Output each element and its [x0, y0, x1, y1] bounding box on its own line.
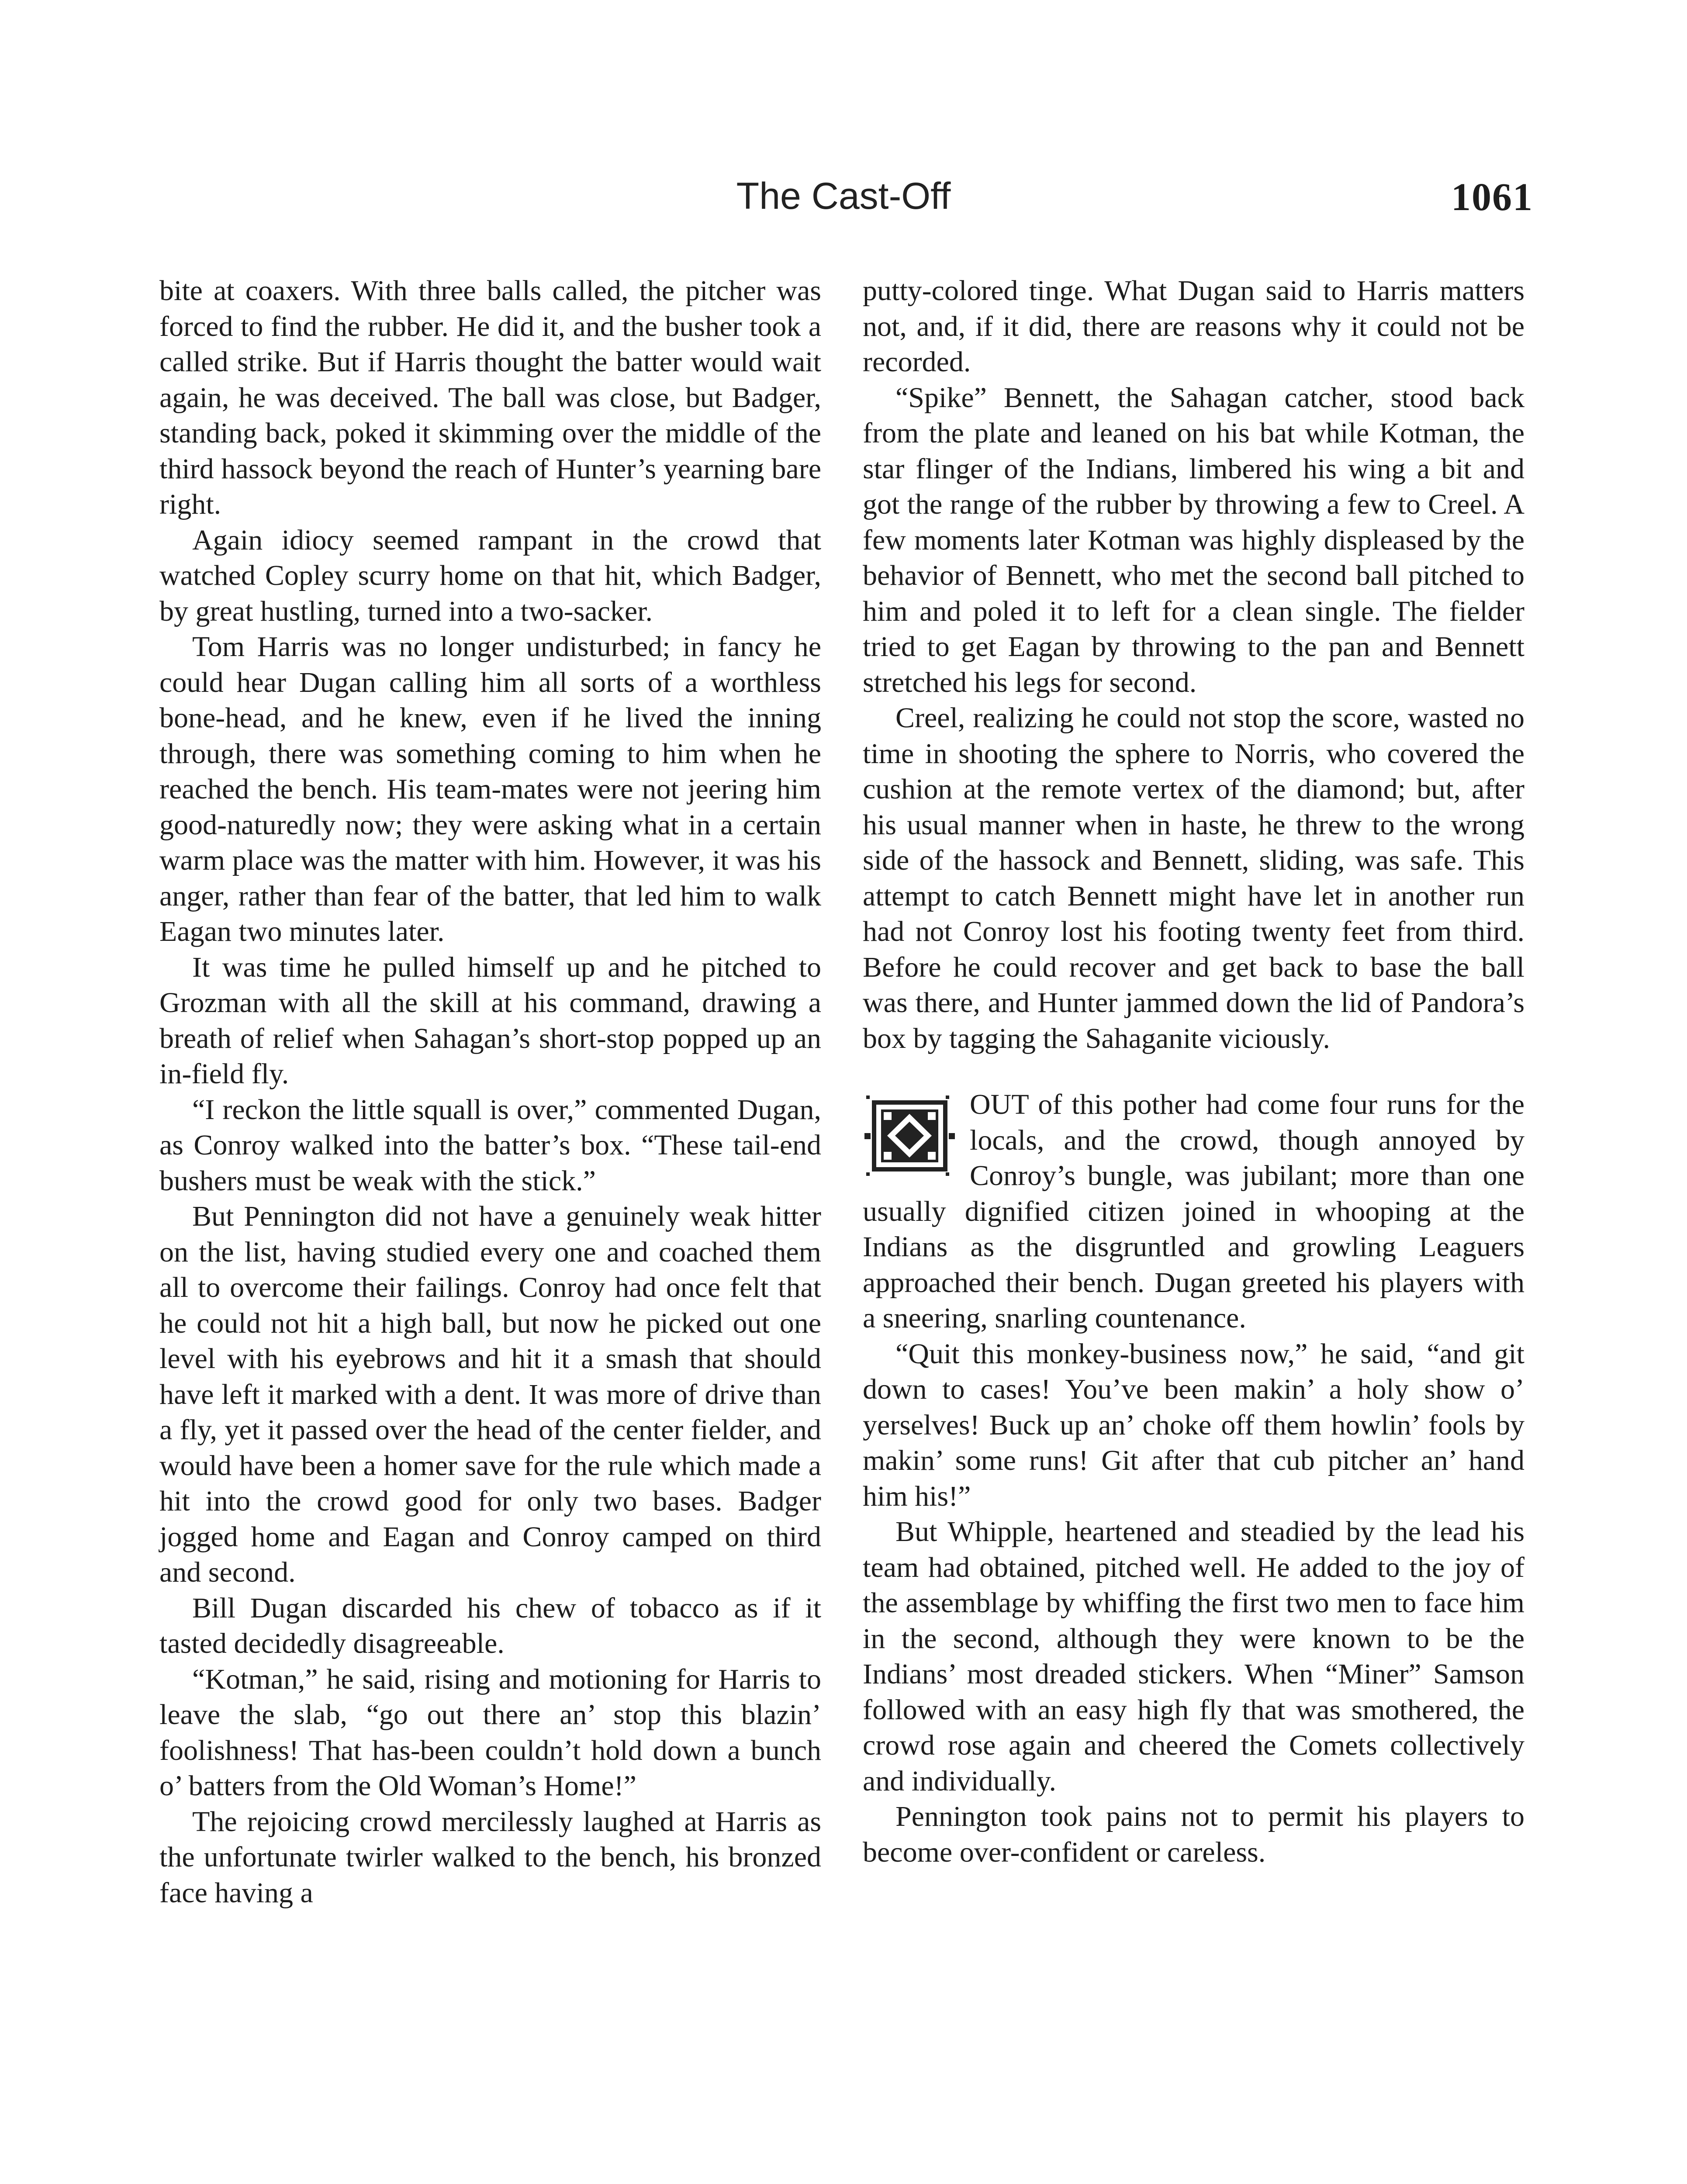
paragraph: Pennington took pains not to permit his players to become over-confident or careless. — [863, 1800, 1525, 1868]
paragraph: bite at coaxers. With three balls called, the pitcher was forced to find the rubber. He did it, and the busher took a called strike. But if Harris thought the batter would wait again, he was deceived. The ball was close, but Badger, standing back, poked it skimming over the middle of the third hassock beyond the reach of Hunter’s yearning bare right. — [159, 275, 821, 520]
paragraph: But Pennington did not have a genuinely weak hitter on the list, having studied every one and coached them all to overcome their failings. Conroy had once felt that he could not hit a high ball, but now he picked out one level with his eyebrows and hit it a smash that should have left it marked with a dent. It was more of drive than a fly, yet it passed over the head of the center fielder, and would have been a homer save for the rule which made a hit into the crowd good for only two bases. Badger jogged home and Eagan and Conroy camped on third and second. — [159, 1200, 821, 1588]
section-break-paragraph — [863, 1087, 1525, 1336]
paragraph: “Kotman,” he said, rising and motioning for Harris to leave the slab, “go out there an’ stop this blazin’ foolishness! That has-been couldn’t hold down a bunch o’ batters from the Old Woman’s Home!” — [159, 1663, 821, 1802]
paragraph: But Whipple, heartened and steadied by the lead his team had obtained, pitched well. He added to the joy of the assemblage by whiffing the first two men to face him in the second, although they were known to be the Indians’ most dreaded stickers. When “Miner” Samson followed with an easy high fly that was smothered, the crowd rose again and cheered the Comets collectively and individually. — [863, 1516, 1525, 1797]
paragraph: The rejoicing crowd mercilessly laughed at Harris as the unfortunate twirler walked to the bench, his bronzed face having a — [159, 1805, 821, 1909]
left-column — [159, 273, 821, 1911]
paragraph: Again idiocy seemed rampant in the crowd that watched Copley scurry home on that hit, which Badger, by great hustling, turned into a two-sacker. — [159, 524, 821, 627]
paragraph: putty-colored tinge. What Dugan said to Harris matters not, and, if it did, there are reasons why it could not be recorded. — [863, 275, 1525, 378]
ornament-icon — [863, 1091, 957, 1181]
paragraph: Tom Harris was no longer undisturbed; in fancy he could hear Dugan calling him all sorts of a worthless bone-head, and he knew, even if he lived the inning through, there was something coming to him when he reached the bench. His team-mates were not jeering him good-naturedly now; they were asking what in a certain warm place was the matter with him. However, it was his anger, rather than fear of the batter, that led him to walk Eagan two minutes later. — [159, 631, 821, 947]
right-column — [863, 273, 1525, 1870]
section-lead-in: OUT — [970, 1089, 1029, 1120]
paragraph: “Quit this monkey-business now,” he said, “and git down to cases! You’ve been makin’ a holy show o’ yerselves! Buck up an’ choke off them howlin’ fools by makin’ some runs! Git after that cub pitcher an’ hand him his!” — [863, 1337, 1525, 1512]
paragraph: Bill Dugan discarded his chew of tobacco as if it tasted decidedly disagreeable. — [159, 1592, 821, 1659]
paragraph: Creel, realizing he could not stop the score, wasted no time in shooting the sphere to Norris, who covered the cushion at the remote vertex of the diamond; but, after his usual manner when in haste, he threw to the wrong side of the hassock and Bennett, sliding, was safe. This attempt to catch Bennett might have let in another run had not Conroy lost his footing twenty feet from third. Before he could recover and get back to base the ball was there, and Hunter jammed down the lid of Pandora’s box by tagging the Sahaganite viciously. — [863, 702, 1525, 1054]
paragraph: “Spike” Bennett, the Sahagan catcher, stood back from the plate and leaned on his bat while Kotman, the star flinger of the Indians, limbered his wing a bit and got the range of the rubber by throwing a few to Creel. A few moments later Kotman was highly displeased by the behavior of Bennett, who met the second ball pitched to him and poled it to left for a clean single. The fielder tried to get Eagan by throwing to the pan and Bennett stretched his legs for second. — [863, 381, 1525, 698]
page-number: 1061 — [1451, 176, 1533, 219]
paragraph: “I reckon the little squall is over,” commented Dugan, as Conroy walked into the batter’s box. “These tail-end bushers must be weak with the stick.” — [159, 1093, 821, 1197]
running-title: The Cast-Off — [736, 175, 951, 217]
section-text: of this pother had come four runs for the locals, and the crowd, though annoyed by Conroy’s bungle, was jubilant; more than one usually dignified citizen joined in whooping at the Indians as the disgruntled and growling Leaguers approached their bench. Dugan greeted his players with a sneering, snarling countenance. — [863, 1089, 1525, 1334]
paragraph: It was time he pulled himself up and he pitched to Grozman with all the skill at his command, drawing a breath of relief when Sahagan’s short-stop popped up an in-field fly. — [159, 951, 821, 1090]
running-head — [0, 175, 1687, 227]
